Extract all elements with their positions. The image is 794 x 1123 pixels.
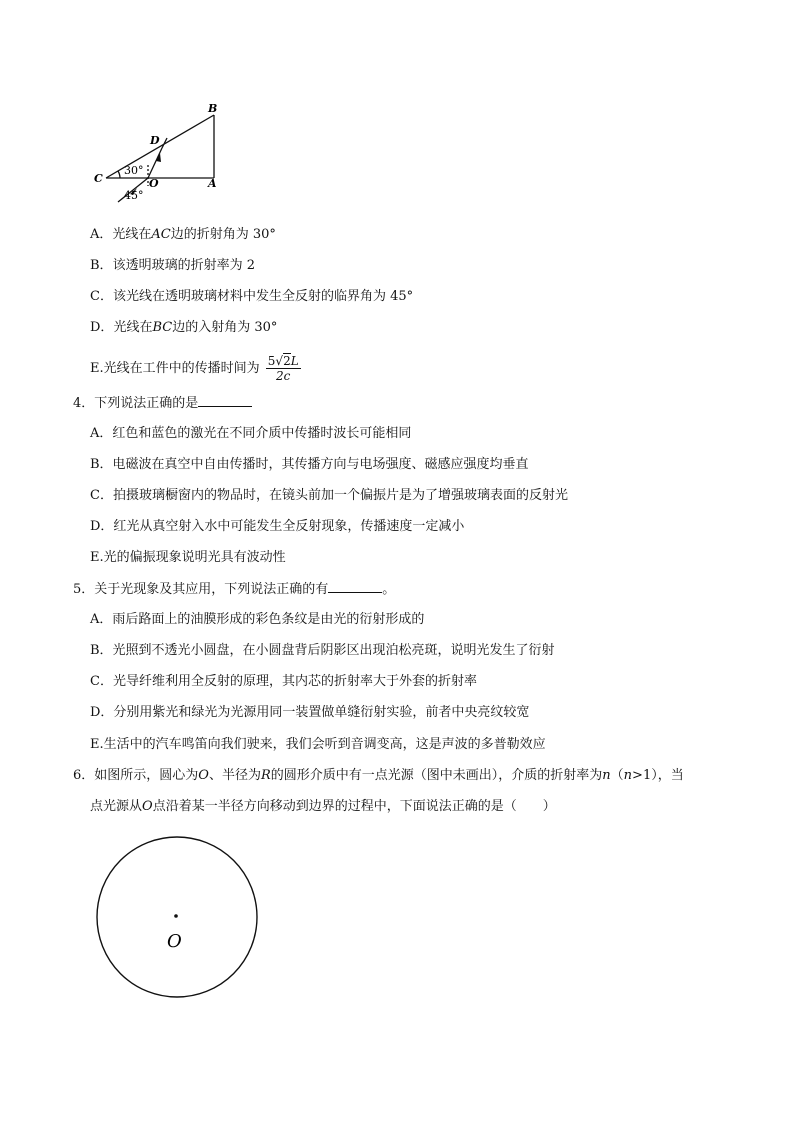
- q3-option-a: A．光线在AC边的折射角为 30°: [90, 227, 276, 242]
- q3-option-b: B．该透明玻璃的折射率为 2: [90, 258, 255, 273]
- q4-stem: 4．下列说法正确的是: [73, 394, 252, 413]
- label-o: O: [149, 177, 159, 190]
- triangle-figure: [90, 98, 230, 208]
- q5-option-d: D．分别用紫光和绿光为光源用同一装置做单缝衍射实验，前者中央亮纹较宽: [90, 705, 530, 720]
- q4-option-d: D．红光从真空射入水中可能发生全反射现象，传播速度一定减小: [90, 519, 465, 534]
- label-d: D: [150, 134, 160, 147]
- label-angle45: 45°: [124, 189, 144, 202]
- q5-option-c: C．光导纤维利用全反射的原理，其内芯的折射率大于外套的折射率: [90, 674, 477, 689]
- circle-figure: [94, 834, 260, 1000]
- q6-stem-line1: 6．如图所示，圆心为O、半径为R的圆形介质中有一点光源（图中未画出），介质的折射率为n（n>1），当: [73, 768, 684, 783]
- q4-option-a: A．红色和蓝色的激光在不同介质中传播时波长可能相同: [90, 426, 412, 441]
- label-a: A: [208, 177, 217, 190]
- center-label: O: [167, 931, 182, 952]
- label-c: C: [94, 172, 103, 185]
- label-b: B: [208, 102, 218, 115]
- edge-cb: [106, 115, 214, 178]
- q3-option-c: C．该光线在透明玻璃材料中发生全反射的临界角为 45°: [90, 289, 414, 304]
- answer-blank[interactable]: [328, 580, 382, 593]
- answer-blank[interactable]: [198, 394, 252, 407]
- q6-stem-line2: 点光源从O点沿着某一半径方向移动到边界的过程中，下面说法正确的是（ ）: [90, 799, 556, 814]
- label-angle30: 30°: [124, 164, 144, 177]
- q3-option-e: E.光线在工件中的传播时间为 $\frac{5√2L}{2c}$: [90, 354, 299, 383]
- q5-option-b: B．光照到不透光小圆盘，在小圆盘背后阴影区出现泊松亮斑，说明光发生了衍射: [90, 643, 555, 658]
- time-fraction: $\frac{5√2L}{2c}$: [267, 354, 299, 383]
- q4-option-c: C．拍摄玻璃橱窗内的物品时，在镜头前加一个偏振片是为了增强玻璃表面的反射光: [90, 488, 568, 503]
- center-dot: [174, 914, 178, 918]
- q3-option-d: D．光线在BC边的入射角为 30°: [90, 320, 278, 335]
- angle30-arc: [118, 171, 120, 178]
- q5-option-a: A．雨后路面上的油膜形成的彩色条纹是由光的衍射形成的: [90, 612, 425, 627]
- q5-option-e: E.生活中的汽车鸣笛向我们驶来，我们会听到音调变高，这是声波的多普勒效应: [90, 737, 546, 752]
- q5-stem: 5．关于光现象及其应用，下列说法正确的有 。: [73, 582, 396, 597]
- q4-option-b: B．电磁波在真空中自由传播时，其传播方向与电场强度、磁感应强度均垂直: [90, 457, 529, 472]
- q4-option-e: E.光的偏振现象说明光具有波动性: [90, 550, 286, 565]
